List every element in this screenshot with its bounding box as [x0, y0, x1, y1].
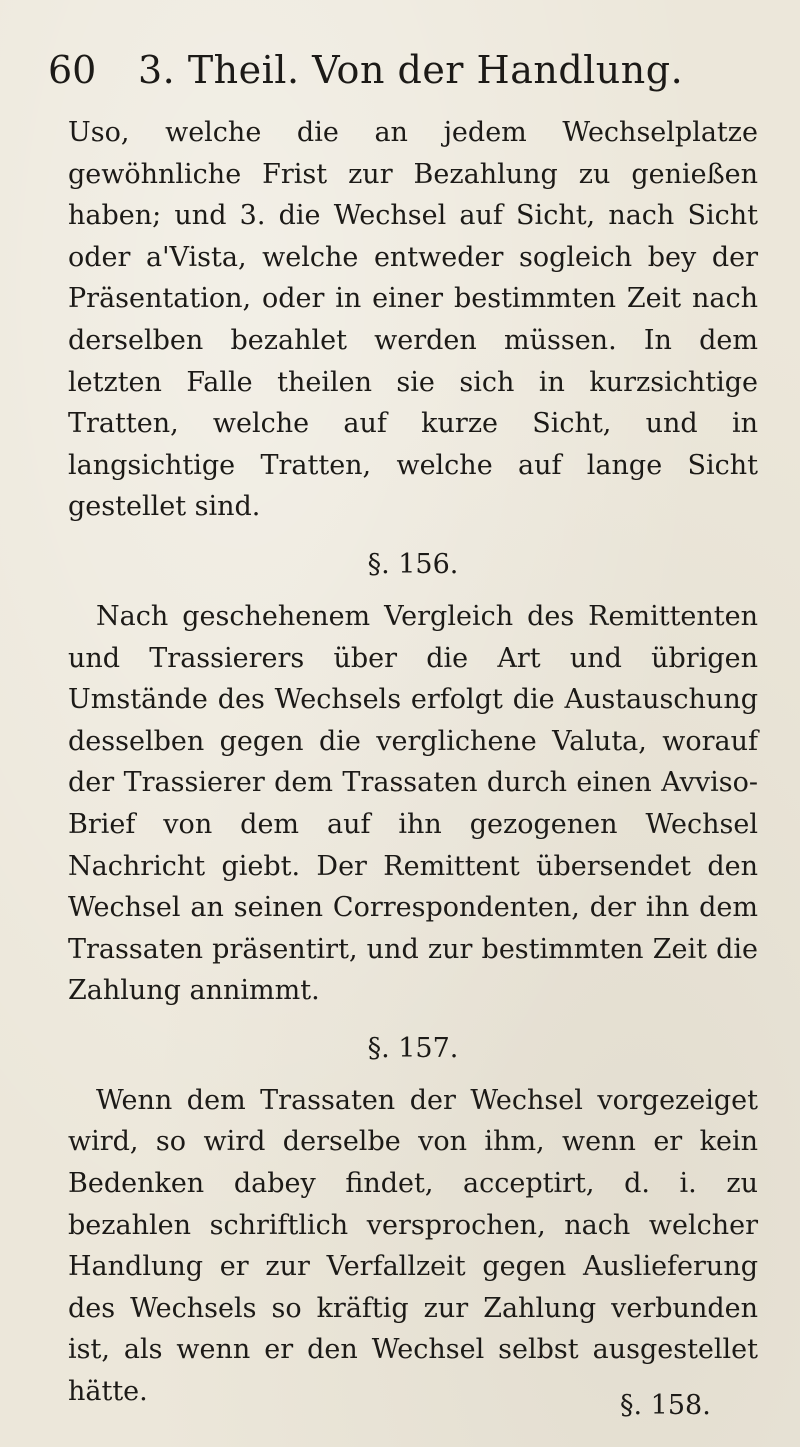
- page-number: 60: [48, 48, 97, 92]
- paragraph-157: Wenn dem Trassaten der Wechsel vorgezeiget wird, so wird derselbe von ihm, wenn er kein Bedenken dabey findet, acceptirt, d. i. zu bezahlen schriftlich versprochen, nach welcher Handlung er zur Verfallzeit gegen Auslieferung des Wechsels so kräftig zur Zahlung verbunden ist, als wenn er den Wechsel selbst ausgestellet hätte.: [68, 1084, 758, 1408]
- page-header: [48, 48, 740, 108]
- section-heading-157: §. 157.: [367, 1032, 459, 1064]
- catchword: §. 158.: [620, 1390, 711, 1421]
- body-text: [68, 112, 758, 1413]
- paragraph-continuation: Uso, welche die an jedem Wechselplatze gewöhnliche Frist zur Bezahlung zu genießen haben; und 3. die Wechsel auf Sicht, nach Sicht oder a'Vista, welche entweder sogleich bey der Präsentation, oder in einer bestimmten Zeit nach derselben bezahlet werden müssen. In dem letzten Falle theilen sie sich in kurzsichtige Tratten, welche auf kurze Sicht, und in langsichtige Tratten, welche auf lange Sicht gestellet sind.: [68, 117, 758, 523]
- running-title: 3. Theil. Von der Handlung.: [138, 48, 684, 92]
- section-heading-156: §. 156.: [367, 548, 459, 580]
- paragraph-156: Nach geschehenem Vergleich des Remittenten und Trassierers über die Art und übrigen Umstände des Wechsels erfolgt die Austauschung desselben gegen die verglichene Valuta, worauf der Trassierer dem Trassaten durch einen Avviso-Brief von dem auf ihn gezogenen Wechsel Nachricht giebt. Der Remittent übersendet den Wechsel an seinen Correspondenten, der ihn dem Trassaten präsentirt, und zur bestimmten Zeit die Zahlung annimmt.: [68, 600, 758, 1007]
